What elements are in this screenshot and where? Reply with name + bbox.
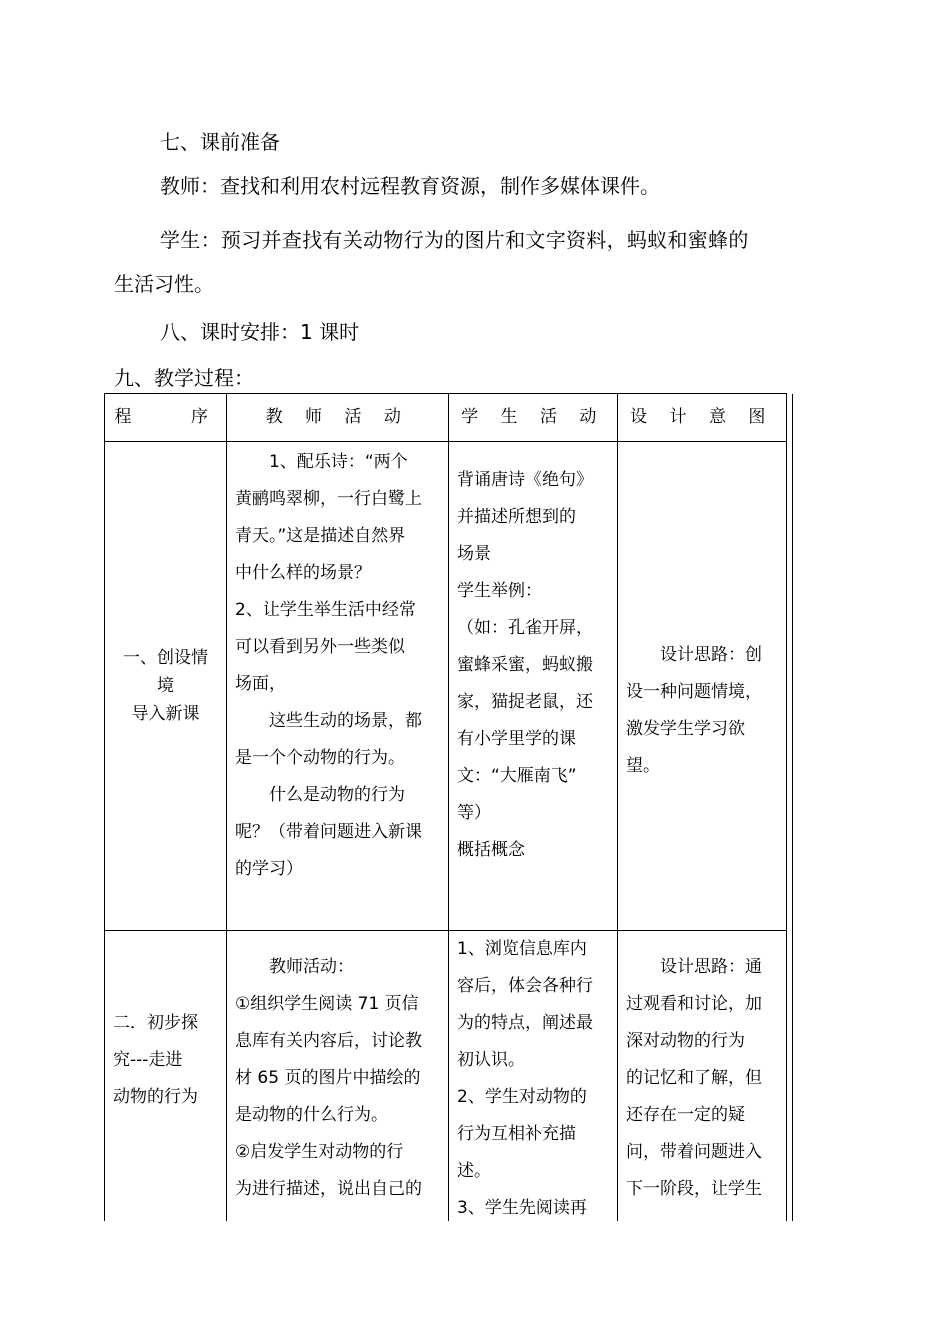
row2-teacher-line: 为进行描述，说出自己的 (235, 1179, 422, 1199)
row2-student-line: 1、浏览信息库内 (457, 939, 587, 959)
row2-step-line: 动物的行为 (113, 1087, 198, 1107)
row1-teacher-line: 什么是动物的行为 (269, 785, 405, 805)
row1-design-line: 激发学生学习欲 (626, 719, 745, 739)
row1-student-line: 概括概念 (457, 840, 525, 860)
section7-student-line1: 学生：预习并查找有关动物行为的图片和文字资料，蚂蚁和蜜蜂的 (160, 228, 749, 252)
row2-teacher-line: 材 65 页的图片中描绘的 (235, 1068, 421, 1088)
row1-teacher-line: 场面， (235, 674, 286, 694)
row2-teacher-line: 息库有关内容后，讨论教 (235, 1031, 422, 1051)
row2-design-line: 深对动物的行为 (626, 1031, 745, 1051)
row1-design (618, 442, 787, 931)
row1-teacher-line: 中什么样的场景？ (235, 563, 371, 583)
row1-student-line: 等） (457, 803, 491, 823)
row1-design-line: 望。 (626, 756, 660, 776)
row2-student-line: 为的特点，阐述最 (457, 1013, 593, 1033)
table-row (105, 931, 787, 1221)
row1-student-line: 蜜蜂采蜜，蚂蚁搬 (457, 655, 593, 675)
row2-teacher (227, 931, 449, 1221)
section8-heading: 八、课时安排：1 课时 (160, 320, 360, 344)
row1-student-line: 文：“大雁南飞” (457, 766, 577, 786)
row2-student (449, 931, 618, 1221)
row1-teacher-line: 呢？（带着问题进入新课 (235, 822, 422, 842)
row2-student-line: 述。 (457, 1161, 491, 1181)
table-header-row (105, 394, 787, 442)
header-design: 设 计 意 图 (618, 394, 787, 442)
section7-heading: 七、课前准备 (160, 130, 280, 154)
row1-teacher-line: 青天。”这是描述自然界 (235, 526, 406, 546)
section7-student-line2: 生活习性。 (114, 272, 214, 296)
row2-step-line: 二．初步探 (113, 1013, 198, 1033)
row1-teacher-line: 2、让学生举生活中经常 (235, 600, 416, 620)
header-teacher: 教 师 活 动 (227, 394, 449, 442)
row1-student-line: 学生举例： (457, 581, 542, 601)
table-row (105, 442, 787, 931)
row2-design-line: 问，带着问题进入 (626, 1142, 762, 1162)
row2-student-line: 3、学生先阅读再 (457, 1198, 587, 1218)
row2-teacher-line: 是动物的什么行为。 (235, 1105, 388, 1125)
row1-teacher-line: 可以看到另外一些类似 (235, 637, 405, 657)
row2-design-line: 下一阶段，让学生 (626, 1179, 762, 1199)
row1-step-line: 一、创设情 (123, 648, 208, 668)
row1-teacher-line: 的学习） (235, 859, 303, 879)
row2-student-line: 行为互相补充描 (457, 1124, 576, 1144)
row1-student-line: 背诵唐诗《绝句》 (457, 470, 593, 490)
row2-design-line: 的记忆和了解，但 (626, 1068, 762, 1088)
row1-student (449, 442, 618, 931)
row1-design-line: 设一种问题情境， (626, 682, 762, 702)
row1-student-line: （如：孔雀开屏， (457, 618, 593, 638)
row1-step-line: 导入新课 (131, 704, 200, 724)
header-step: 程 序 (105, 394, 227, 442)
row1-student-line: 家，猫捉老鼠，还 (457, 692, 593, 712)
row2-design-line: 过观看和讨论，加 (626, 994, 762, 1014)
row1-student-line: 场景 (457, 544, 491, 564)
row1-teacher-line: 1、配乐诗：“两个 (269, 452, 408, 472)
row2-student-line: 2、学生对动物的 (457, 1087, 587, 1107)
row2-teacher-line: ①组织学生阅读 71 页信 (235, 994, 419, 1014)
row2-step (105, 931, 227, 1221)
row1-teacher-line: 是一个个动物的行为。 (235, 748, 405, 768)
row2-student-line: 容后，体会各种行 (457, 976, 593, 996)
section9-heading: 九、教学过程： (114, 366, 254, 390)
row1-student-line: 并描述所想到的 (457, 507, 576, 527)
row1-step-line: 境 (157, 676, 174, 696)
row2-design (618, 931, 787, 1221)
header-student: 学 生 活 动 (449, 394, 618, 442)
row1-student-line: 有小学里学的课 (457, 729, 576, 749)
row2-student-line: 初认识。 (457, 1050, 525, 1070)
row2-design-line: 还存在一定的疑 (626, 1105, 745, 1125)
row1-teacher-line: 这些生动的场景，都 (269, 711, 422, 731)
section7-teacher: 教师：查找和利用农村远程教育资源，制作多媒体课件。 (160, 174, 660, 198)
row2-teacher-line: ②启发学生对动物的行 (235, 1142, 404, 1162)
row1-step (105, 442, 227, 931)
teaching-process-table (104, 393, 787, 1221)
row1-design-line: 设计思路：创 (660, 645, 762, 665)
row2-step-line: 究---走进 (113, 1050, 183, 1070)
row1-teacher-line: 黄鹂鸣翠柳，一行白鹭上 (235, 489, 422, 509)
row2-design-line: 设计思路：通 (660, 957, 762, 977)
row1-teacher (227, 442, 449, 931)
row2-teacher-line: 教师活动： (269, 957, 354, 977)
